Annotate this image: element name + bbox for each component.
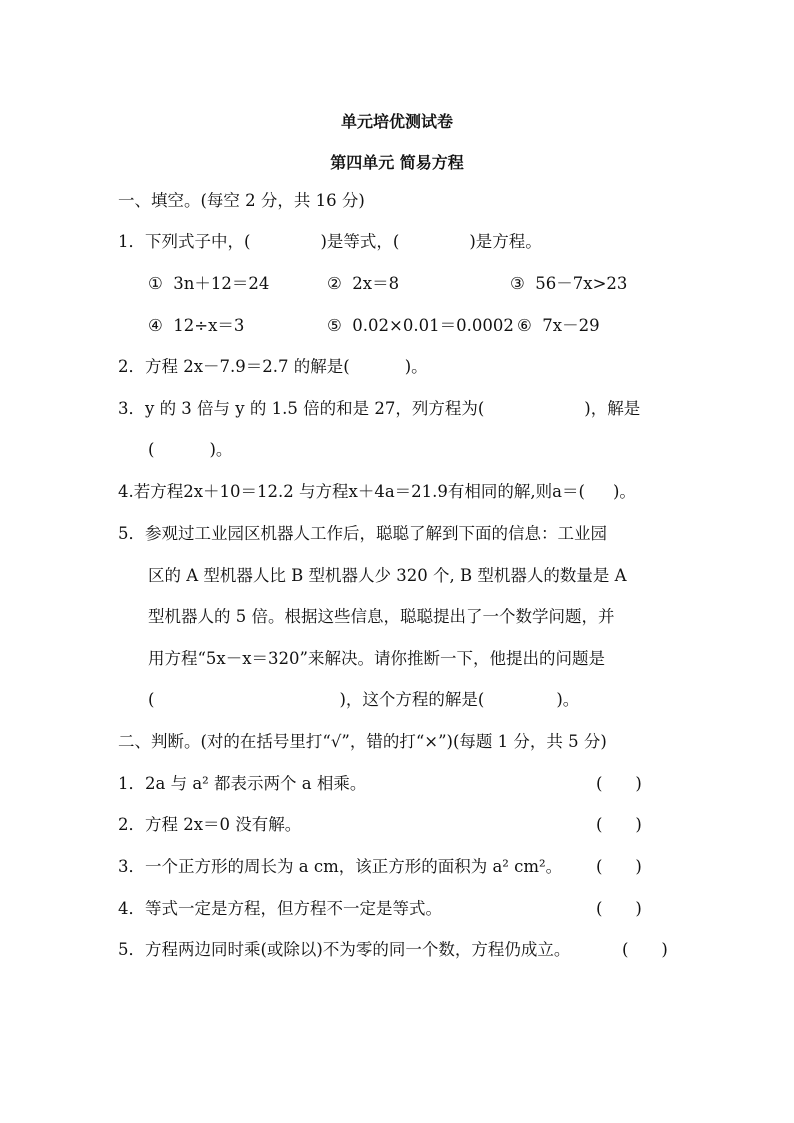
paper-title: 单元培优测试卷 [340, 112, 453, 131]
question-5: 5．参观过工业园区机器人工作后，聪聪了解到下面的信息：工业园 [118, 524, 607, 543]
question-number: 4. [118, 482, 134, 501]
question-number: 2． [118, 357, 145, 376]
judge-item-3: 3．一个正方形的周长为 a cm，该正方形的面积为 a² cm²。 [118, 857, 563, 876]
question-number: 5． [118, 524, 145, 543]
judge-item-2: 2．方程 2x＝0 没有解。 [118, 815, 302, 834]
question-1: 1．下列式子中，( )是等式，( )是方程。 [118, 232, 542, 251]
option-2: ② 2x＝8 [327, 274, 400, 293]
question-5-line-5: ( )，这个方程的解是( )。 [148, 690, 580, 709]
question-3: 3．y 的 3 倍与 y 的 1.5 倍的和是 27，列方程为( )，解是 [118, 399, 641, 418]
judge-item-4: 4．等式一定是方程，但方程不一定是等式。 [118, 899, 442, 918]
question-2: 2．方程 2x－7.9＝2.7 的解是( )。 [118, 357, 428, 376]
section2-heading: 二、判断。(对的在括号里打“√”，错的打“×”)(每题 1 分，共 5 分) [118, 732, 607, 751]
option-5: ⑤ 0.02×0.01＝0.0002 [327, 316, 514, 335]
option-3: ③ 56－7x>23 [510, 274, 628, 293]
judge-answer-paren[interactable]: ( ) [596, 815, 642, 834]
judge-answer-paren[interactable]: ( ) [596, 774, 642, 793]
judge-answer-paren[interactable]: ( ) [596, 857, 642, 876]
option-4: ④ 12÷x＝3 [148, 316, 245, 335]
judge-answer-paren[interactable]: ( ) [596, 899, 642, 918]
question-3-cont: ( )。 [148, 440, 233, 459]
option-1: ① 3n＋12＝24 [148, 274, 270, 293]
question-number: 1． [118, 232, 145, 251]
question-5-line-2: 区的 A 型机器人比 B 型机器人少 320 个, B 型机器人的数量是 A [148, 566, 627, 585]
question-5-line-4: 用方程“5x－x＝320”来解决。请你推断一下，他提出的问题是 [148, 649, 605, 668]
question-4: 4.若方程2x＋10＝12.2 与方程x＋4a＝21.9有相同的解,则a＝( )。 [118, 482, 636, 501]
judge-item-1: 1．2a 与 a² 都表示两个 a 相乘。 [118, 774, 367, 793]
option-6: ⑥ 7x－29 [517, 316, 600, 335]
judge-answer-paren[interactable]: ( ) [622, 940, 668, 959]
unit-subtitle: 第四单元 简易方程 [330, 153, 464, 172]
question-5-line-3: 型机器人的 5 倍。根据这些信息，聪聪提出了一个数学问题，并 [148, 607, 615, 626]
question-number: 3． [118, 399, 145, 418]
section1-heading: 一、填空。(每空 2 分，共 16 分) [118, 191, 365, 210]
judge-item-5: 5．方程两边同时乘(或除以)不为零的同一个数，方程仍成立。 [118, 940, 571, 959]
